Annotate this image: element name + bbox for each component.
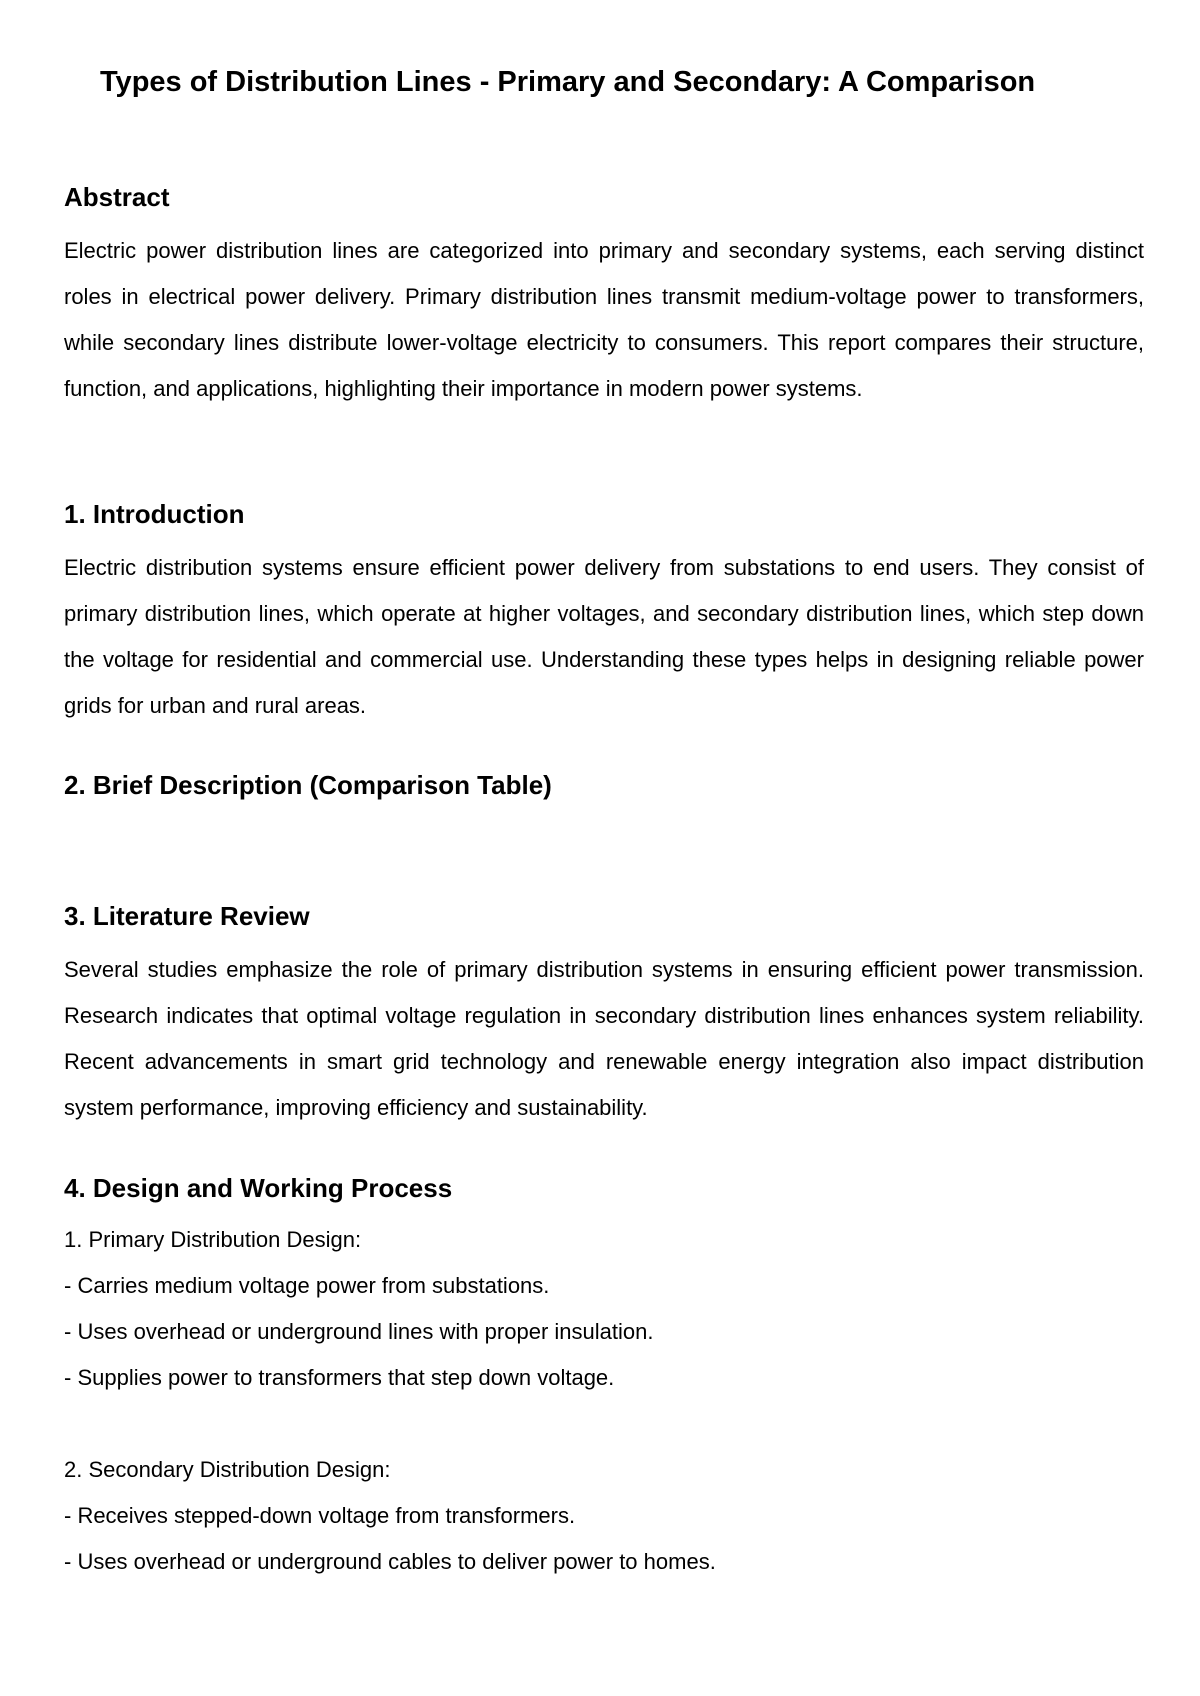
list-item: - Supplies power to transformers that step down voltage. xyxy=(64,1365,615,1390)
list-item: - Carries medium voltage power from substations. xyxy=(64,1273,550,1298)
comparison-section xyxy=(64,768,1144,802)
introduction-heading: 1. Introduction xyxy=(64,499,245,529)
list-item: - Uses overhead or underground cables to deliver power to homes. xyxy=(64,1549,716,1574)
primary-design-title: 1. Primary Distribution Design: xyxy=(64,1227,362,1252)
literature-section xyxy=(64,899,1144,1131)
design-heading: 4. Design and Working Process xyxy=(64,1173,453,1203)
introduction-section xyxy=(64,497,1144,729)
document-title: Types of Distribution Lines - Primary and Secondary: A Comparison xyxy=(100,66,1036,98)
design-list xyxy=(64,1217,1144,1585)
comparison-heading: 2. Brief Description (Comparison Table) xyxy=(64,770,552,800)
design-section xyxy=(64,1171,1144,1585)
literature-heading: 3. Literature Review xyxy=(64,901,310,931)
list-item: - Receives stepped-down voltage from transformers. xyxy=(64,1503,576,1528)
literature-text: Several studies emphasize the role of primary distribution systems in ensuring efficient power transmission. Research indicates that optimal voltage regulation in secondary distribution lines enhances system reliability. Recent advancements in smart grid technology and renewable energy integration also impact distribution system performance, improving efficiency and sustainability. xyxy=(64,957,1144,1120)
abstract-text: Electric power distribution lines are categorized into primary and secondary systems, each serving distinct roles in electrical power delivery. Primary distribution lines transmit medium-voltage power to transformers, while secondary lines distribute lower-voltage electricity to consumers. This report compares their structure, function, and applications, highlighting their importance in modern power systems. xyxy=(64,238,1144,401)
list-item: - Uses overhead or underground lines with proper insulation. xyxy=(64,1319,654,1344)
secondary-design-title: 2. Secondary Distribution Design: xyxy=(64,1457,391,1482)
abstract-section xyxy=(64,180,1144,412)
abstract-heading: Abstract xyxy=(64,182,170,212)
introduction-text: Electric distribution systems ensure efficient power delivery from substations to end users. They consist of primary distribution lines, which operate at higher voltages, and secondary distribution lines, which step down the voltage for residential and commercial use. Understanding these types helps in designing reliable power grids for urban and rural areas. xyxy=(64,555,1144,718)
